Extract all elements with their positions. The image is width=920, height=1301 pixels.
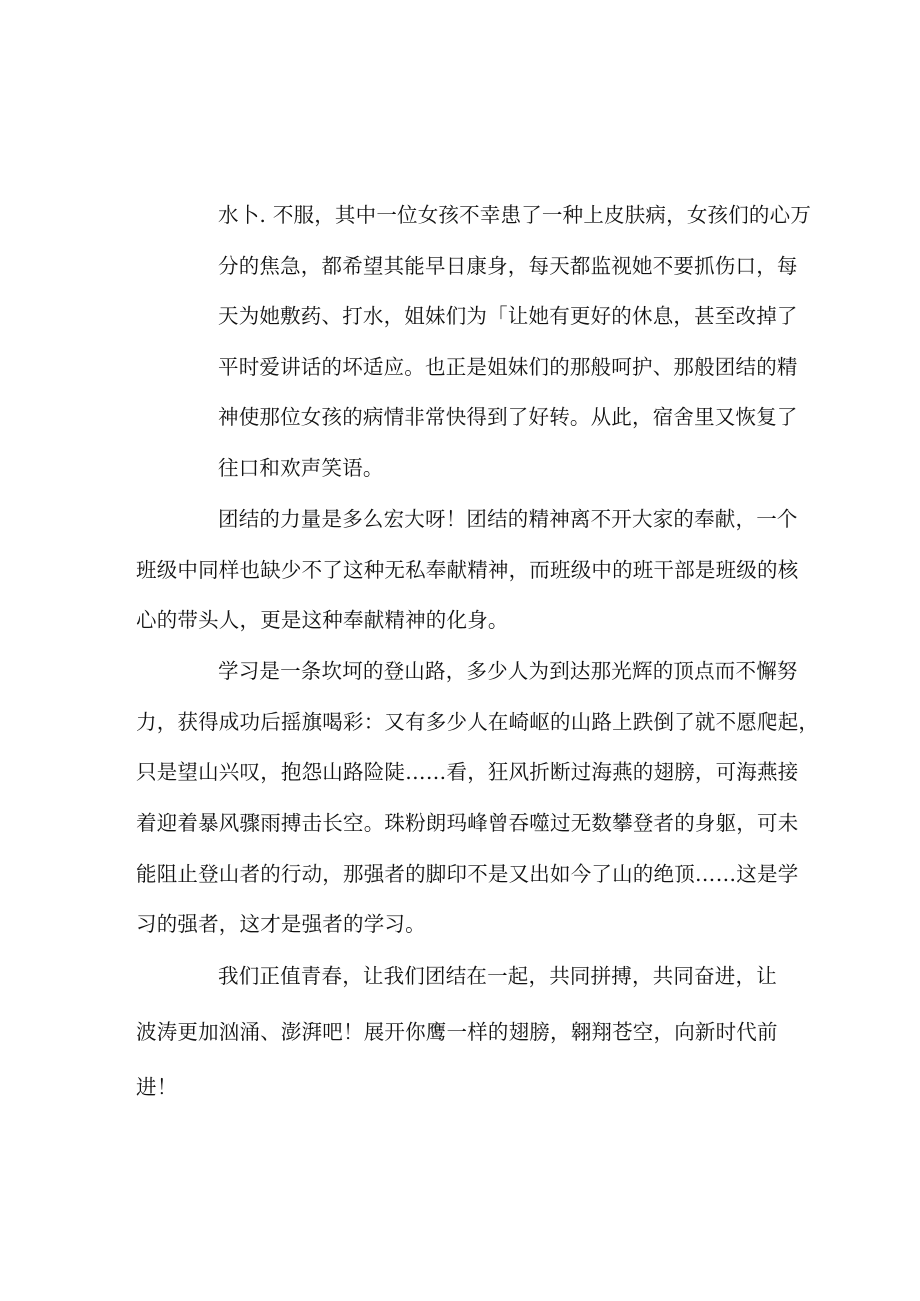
paragraph-2-line-2: 班级中同样也缺少不了这种无私奉献精神，而班级中的班干部是班级的核 <box>136 558 799 582</box>
paragraph-3-line-2: 力，获得成功后摇旗喝彩：又有多少人在崎岖的山路上跌倒了就不愿爬起， <box>136 710 820 734</box>
paragraph-4-line-1: 我们正值青春，让我们团结在一起，共同拼搏，共同奋进，让 <box>218 964 777 988</box>
paragraph-1-line-6: 往口和欢声笑语。 <box>218 456 384 480</box>
paragraph-4-line-3: 进！ <box>136 1075 178 1099</box>
paragraph-2-line-1: 团结的力量是多么宏大呀！团结的精神离不开大家的奉献，一个 <box>218 507 798 531</box>
paragraph-3-line-3: 只是望山兴叹，抱怨山路险陡……看，狂风折断过海燕的翅膀，可海燕接 <box>136 760 799 784</box>
paragraph-3-line-1: 学习是一条坎坷的登山路，多少人为到达那光辉的顶点而不懈努 <box>218 659 798 683</box>
paragraph-1-line-5: 神使那位女孩的病情非常快得到了好转。从此，宿舍里又恢复了 <box>218 405 798 429</box>
paragraph-3-line-5: 能阻止登山者的行动，那强者的脚印不是又出如今了山的绝顶……这是学 <box>136 862 799 886</box>
paragraph-1-line-1: 水卜. 不服，其中一位女孩不幸患了一种上皮肤病，女孩们的心万 <box>218 203 812 227</box>
paragraph-1-line-4: 平时爱讲话的坏适应。也正是姐妹们的那般呵护、那般团结的精 <box>218 355 798 379</box>
paragraph-4-line-2: 波涛更加汹涌、澎湃吧！展开你鹰一样的翅膀，翱翔苍空，向新时代前 <box>136 1020 778 1044</box>
paragraph-1-line-3: 天为她敷药、打水，姐妹们为「让她有更好的休息，甚至改掉了 <box>218 304 798 328</box>
paragraph-3-line-4: 着迎着暴风骤雨搏击长空。珠粉朗玛峰曾吞噬过无数攀登者的身躯，可未 <box>136 811 799 835</box>
paragraph-3-line-6: 习的强者，这才是强者的学习。 <box>136 912 426 936</box>
paragraph-2-line-3: 心的带头人，更是这种奉献精神的化身。 <box>136 608 509 632</box>
paragraph-1-line-2: 分的焦急，都希望其能早日康身，每天都监视她不要抓伤口，每 <box>218 254 798 278</box>
